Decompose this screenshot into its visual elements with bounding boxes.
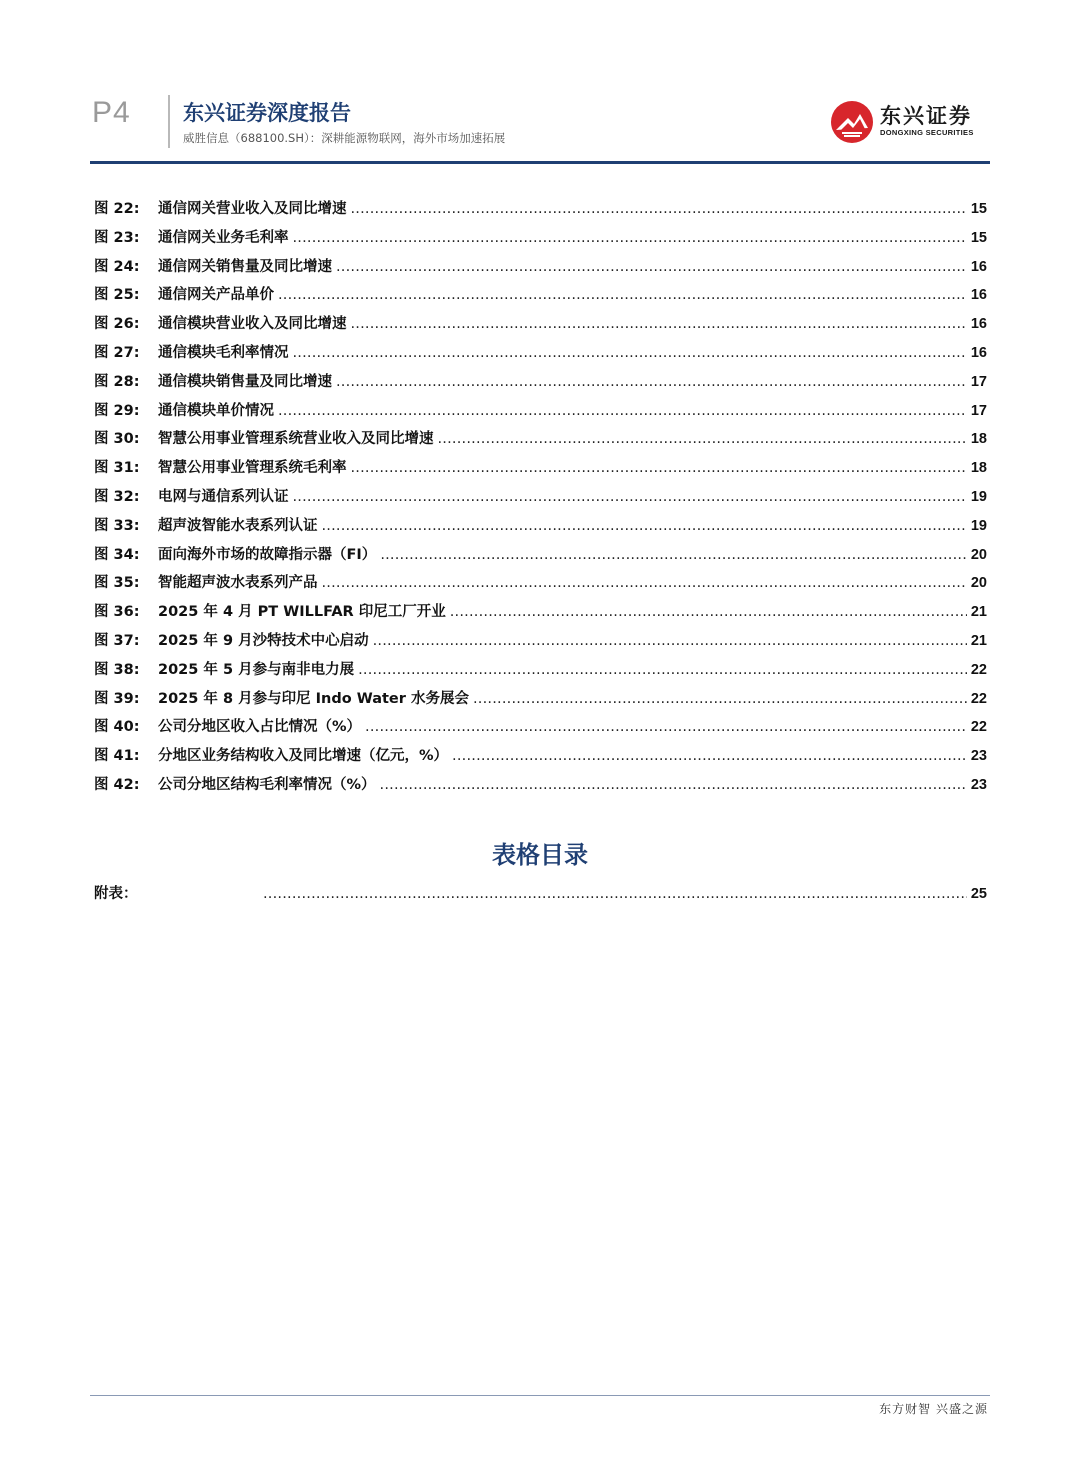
toc-entry[interactable] [94, 658, 987, 687]
toc-label: 图 40: [94, 719, 140, 736]
toc-title: 面向海外市场的故障指示器（FI） [158, 546, 377, 563]
toc-label: 图 39: [94, 690, 140, 707]
toc-title: 通信模块营业收入及同比增速 [158, 316, 347, 333]
page-header [0, 0, 1080, 170]
toc-title: 智慧公用事业管理系统毛利率 [158, 460, 347, 477]
toc-label: 图 24: [94, 258, 140, 275]
toc-page: 25 [970, 886, 987, 902]
toc-title: 电网与通信系列认证 [158, 488, 289, 505]
toc-page: 15 [970, 229, 987, 246]
toc-label: 图 22: [94, 201, 140, 217]
toc-entry[interactable] [94, 283, 987, 312]
toc-entry[interactable] [94, 485, 987, 514]
toc-label: 图 41: [94, 748, 140, 765]
toc-label: 图 23: [94, 229, 140, 246]
toc-entry[interactable] [94, 312, 987, 341]
toc-page: 21 [970, 604, 987, 621]
toc-title: 通信网关营业收入及同比增速 [158, 201, 347, 217]
toc-label: 图 42: [94, 776, 140, 793]
toc-title: 公司分地区结构毛利率情况（%） [158, 776, 376, 793]
toc-label: 图 36: [94, 604, 140, 621]
toc-page: 17 [970, 373, 987, 390]
toc-label: 图 34: [94, 546, 140, 563]
toc-page: 16 [970, 344, 987, 361]
toc-page: 22 [970, 690, 987, 707]
toc-entry[interactable] [94, 744, 987, 773]
toc-page: 21 [970, 632, 987, 649]
figure-toc [94, 197, 987, 802]
toc-label: 图 25: [94, 287, 140, 304]
toc-label: 图 32: [94, 488, 140, 505]
footer-rule [90, 1395, 990, 1396]
toc-entry[interactable] [94, 197, 987, 226]
footer-slogan: 东方财智 兴盛之源 [879, 1402, 988, 1416]
toc-page: 18 [970, 460, 987, 477]
toc-entry[interactable] [94, 514, 987, 543]
dongxing-logo-icon [830, 100, 874, 144]
toc-page: 18 [970, 431, 987, 448]
toc-title: 通信网关业务毛利率 [158, 229, 289, 246]
toc-label: 图 35: [94, 575, 140, 592]
toc-page: 15 [970, 201, 987, 217]
toc-title: 智慧公用事业管理系统营业收入及同比增速 [158, 431, 434, 448]
toc-entry[interactable] [94, 687, 987, 716]
toc-entry[interactable] [94, 600, 987, 629]
toc-title: 分地区业务结构收入及同比增速（亿元，%） [158, 748, 449, 765]
toc-label: 图 30: [94, 431, 140, 448]
toc-title: 公司分地区收入占比情况（%） [158, 719, 362, 736]
toc-entry[interactable] [94, 715, 987, 744]
toc-title: 通信模块单价情况 [158, 402, 274, 419]
toc-entry[interactable] [94, 370, 987, 399]
toc-entry[interactable] [94, 543, 987, 572]
toc-page: 23 [970, 748, 987, 765]
toc-page: 22 [970, 719, 987, 736]
toc-entry[interactable] [94, 341, 987, 370]
toc-page: 23 [970, 776, 987, 793]
page-number: P4 [92, 96, 131, 129]
toc-entry[interactable] [94, 255, 987, 284]
toc-title: 超声波智能水表系列认证 [158, 517, 318, 534]
toc-title: 2025 年 9 月沙特技术中心启动 [158, 632, 369, 649]
toc-page: 17 [970, 402, 987, 419]
toc-page: 20 [970, 575, 987, 592]
toc-title: 通信模块销售量及同比增速 [158, 373, 332, 390]
toc-title: 通信模块毛利率情况 [158, 344, 289, 361]
toc-label: 图 27: [94, 344, 140, 361]
toc-label: 图 31: [94, 460, 140, 477]
toc-label: 附表： [94, 886, 138, 902]
logo-english-text: DONGXING SECURITIES [880, 128, 974, 137]
toc-entry[interactable] [94, 427, 987, 456]
toc-title: 2025 年 8 月参与印尼 Indo Water 水务展会 [158, 690, 469, 707]
toc-entry[interactable] [94, 629, 987, 658]
toc-title: 2025 年 5 月参与南非电力展 [158, 661, 355, 678]
toc-label: 图 33: [94, 517, 140, 534]
table-toc-heading: 表格目录 [492, 841, 588, 869]
toc-label: 图 38: [94, 661, 140, 678]
toc-entry[interactable] [94, 456, 987, 485]
toc-page: 16 [970, 287, 987, 304]
report-subtitle: 威胜信息（688100.SH）：深耕能源物联网，海外市场加速拓展 [183, 131, 506, 145]
toc-title: 通信网关销售量及同比增速 [158, 258, 332, 275]
toc-label: 图 29: [94, 402, 140, 419]
toc-page: 22 [970, 661, 987, 678]
toc-label: 图 26: [94, 316, 140, 333]
toc-entry[interactable] [94, 226, 987, 255]
toc-label: 图 37: [94, 632, 140, 649]
toc-title: 2025 年 4 月 PT WILLFAR 印尼工厂开业 [158, 604, 446, 621]
toc-label: 图 28: [94, 373, 140, 390]
toc-page: 19 [970, 488, 987, 505]
table-toc [94, 882, 987, 911]
toc-title: 通信网关产品单价 [158, 287, 274, 304]
report-title: 东兴证券深度报告 [183, 101, 351, 125]
company-logo [830, 100, 990, 144]
toc-page: 16 [970, 258, 987, 275]
toc-page: 20 [970, 546, 987, 563]
header-rule [90, 161, 990, 164]
toc-entry[interactable] [94, 571, 987, 600]
toc-page: 19 [970, 517, 987, 534]
toc-entry[interactable] [94, 773, 987, 802]
toc-entry[interactable] [94, 882, 987, 911]
toc-title: 智能超声波水表系列产品 [158, 575, 318, 592]
header-divider [168, 95, 170, 148]
logo-chinese-text: 东兴证券 [880, 104, 972, 128]
toc-page: 16 [970, 316, 987, 333]
toc-entry[interactable] [94, 399, 987, 428]
